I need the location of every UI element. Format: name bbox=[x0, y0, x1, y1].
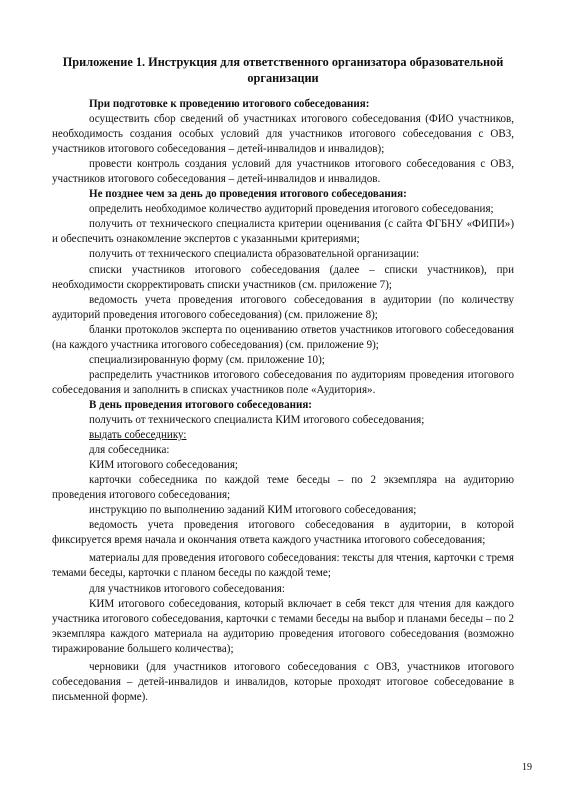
paragraph: КИМ итогового собеседования, который включает в себя текст для чтения для каждого участника итогового собеседования, карточки с темами беседы на выбор и планами беседы – по 2 экземпляра каждого материала на аудиторию проведения итогового собеседования (возможно тиражирование большего количества); bbox=[52, 597, 514, 655]
paragraph: специализированную форму (см. приложение 10); bbox=[89, 353, 325, 366]
section-heading-exam-day: В день проведения итогового собеседования: bbox=[89, 398, 312, 411]
paragraph: КИМ итогового собеседования; bbox=[89, 459, 238, 472]
instruction-body bbox=[52, 97, 514, 705]
paragraph: получить от технического специалиста критерии оценивания (с сайта ФГБНУ «ФИПИ») и обеспечить ознакомление экспертов с указанными критериями; bbox=[52, 218, 514, 246]
paragraph: для собеседника: bbox=[89, 444, 170, 457]
section-heading-preparation: При подготовке к проведению итогового собеседования: bbox=[89, 98, 370, 110]
page-title: Приложение 1. Инструкция для ответственного организатора образовательной организации bbox=[62, 55, 504, 85]
page-number: 19 bbox=[522, 762, 532, 773]
paragraph: бланки протоколов эксперта по оцениванию ответов участников итогового собеседования (на каждого участника итогового собеседования) (см. приложение 9); bbox=[52, 323, 514, 351]
paragraph: черновики (для участников итогового собеседования с ОВЗ, участников итогового собеседования – детей-инвалидов и инвалидов, которые проходят итоговое собеседование в письменной форме). bbox=[52, 660, 514, 703]
paragraph: материалы для проведения итогового собеседования: тексты для чтения, карточки с тремя темами беседы, карточки с планом беседы по каждой теме; bbox=[52, 552, 514, 580]
paragraph: ведомость учета проведения итогового собеседования в аудитории, в которой фиксируется время начала и окончания ответа каждого участника итогового собеседования; bbox=[52, 519, 514, 547]
paragraph: инструкцию по выполнению заданий КИМ итогового собеседования; bbox=[89, 504, 417, 517]
paragraph: провести контроль создания условий для участников итогового собеседования с ОВЗ, участников итогового собеседования – детей-инвалидов и инвалидов. bbox=[52, 158, 514, 186]
paragraph: ведомость учета проведения итогового собеседования в аудитории (по количеству аудиторий проведения итогового собеседования) (см. приложение 8); bbox=[52, 293, 514, 321]
paragraph: получить от технического специалиста образовательной организации: bbox=[89, 248, 420, 261]
paragraph: получить от технического специалиста КИМ итогового собеседования; bbox=[89, 413, 425, 426]
paragraph: определить необходимое количество аудиторий проведения итогового собеседования; bbox=[89, 203, 494, 216]
section-heading-day-before: Не позднее чем за день до проведения итогового собеседования: bbox=[89, 188, 407, 201]
paragraph: распределить участников итогового собеседования по аудиториям проведения итогового собеседования и заполнить в списках участников поле «Аудитория». bbox=[52, 368, 514, 396]
paragraph: карточки собеседника по каждой теме беседы – по 2 экземпляра на аудиторию проведения итогового собеседования; bbox=[52, 474, 514, 502]
paragraph: для участников итогового собеседования: bbox=[89, 582, 285, 595]
paragraph: списки участников итогового собеседования (далее – списки участников), при необходимости скорректировать списки участников (см. приложение 7); bbox=[52, 263, 514, 291]
underlined-paragraph: выдать собеседнику: bbox=[89, 429, 187, 442]
paragraph: осуществить сбор сведений об участниках итогового собеседования (ФИО участников, необходимость создания особых условий для участников итогового собеседования с ОВЗ, участников итогового собеседования – детей-инвалидов и инвалидов); bbox=[52, 113, 514, 156]
